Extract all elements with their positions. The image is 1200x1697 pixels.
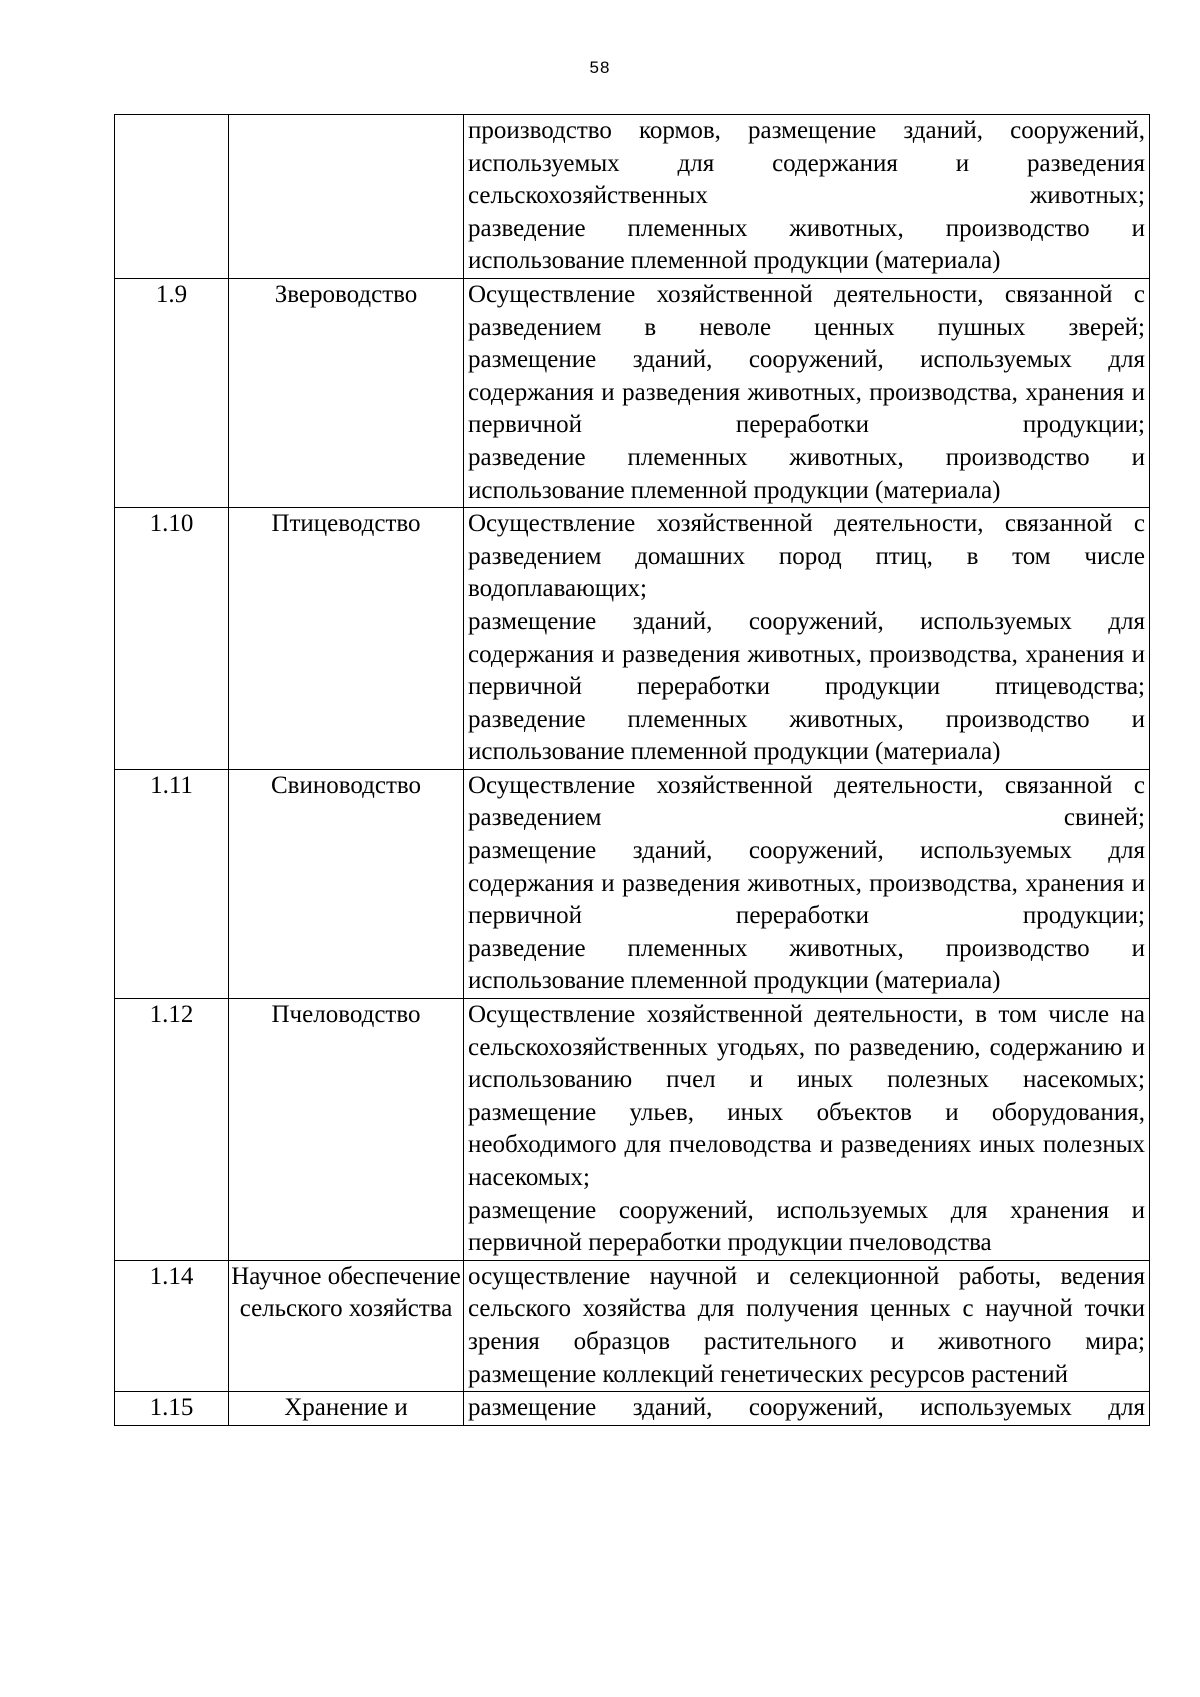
- row-name: Звероводство: [274, 280, 418, 308]
- row-description-cell: [464, 1260, 1150, 1391]
- description-paragraph: Осуществление хозяйственной деятельности, связанной с разведением в неволе ценных пушных зверей;: [468, 280, 1145, 341]
- row-number-cell: [115, 1392, 229, 1426]
- row-name-cell: [229, 1392, 464, 1426]
- row-name-cell: [229, 115, 464, 279]
- description-paragraph: разведение племенных животных, производство и использование племенной продукции (материала): [468, 443, 1145, 504]
- description-paragraph: размещение ульев, иных объектов и оборудования, необходимого для пчеловодства и разведениях иных полезных насекомых;: [468, 1098, 1145, 1191]
- row-number-cell: [115, 769, 229, 998]
- description-paragraph: разведение племенных животных, производство и использование племенной продукции (материала): [468, 934, 1145, 995]
- row-name-cell: [229, 508, 464, 770]
- description-paragraph: производство кормов, размещение зданий, сооружений, используемых для содержания и разведения сельскохозяйственных животных;: [468, 117, 1145, 210]
- description-paragraph: размещение сооружений, используемых для хранения и первичной переработки продукции пчеловодства: [468, 1196, 1145, 1257]
- row-description-cell: [464, 115, 1150, 279]
- description-paragraph: осуществление научной и селекционной работы, ведения сельского хозяйства для получения ценных с научной точки зрения образцов растительного и животного мира;: [468, 1262, 1145, 1355]
- description-paragraph: размещение зданий, сооружений, используемых для содержания и разведения животных, производства, хранения и первичной переработки продукции;: [468, 837, 1145, 930]
- row-number-cell: [115, 278, 229, 507]
- description-paragraph: размещение зданий, сооружений, используемых для: [468, 1394, 1145, 1422]
- table-row: [115, 769, 1150, 998]
- table-row: [115, 115, 1150, 279]
- row-number-cell: [115, 115, 229, 279]
- row-description-cell: [464, 999, 1150, 1261]
- page-number: 58: [589, 58, 611, 77]
- description-paragraph: размещение зданий, сооружений, используемых для содержания и разведения животных, производства, хранения и первичной переработки продукции;: [468, 346, 1145, 439]
- row-name-cell: [229, 999, 464, 1261]
- row-name: Пчеловодство: [271, 1001, 421, 1029]
- table-row: [115, 999, 1150, 1261]
- row-number: 1.9: [155, 280, 188, 308]
- table-row: [115, 1392, 1150, 1426]
- row-description-cell: [464, 1392, 1150, 1426]
- row-description-cell: [464, 508, 1150, 770]
- description-paragraph: Осуществление хозяйственной деятельности, в том числе на сельскохозяйственных угодьях, по разведению, содержанию и использованию пчел и иных полезных насекомых;: [468, 1001, 1145, 1094]
- row-description-cell: [464, 278, 1150, 507]
- row-number: 1.12: [149, 1001, 194, 1029]
- row-name: Хранение и: [284, 1394, 408, 1422]
- description-paragraph: разведение племенных животных, производство и использование племенной продукции (материала): [468, 214, 1145, 275]
- row-name-cell: [229, 278, 464, 507]
- table-row: [115, 278, 1150, 507]
- row-number: 1.11: [150, 771, 193, 799]
- description-paragraph: размещение коллекций генетических ресурсов растений: [468, 1360, 1069, 1388]
- row-name: Свиноводство: [270, 771, 422, 799]
- row-number-cell: [115, 508, 229, 770]
- table-row: [115, 508, 1150, 770]
- row-name-cell: [229, 1260, 464, 1391]
- row-name: Птицеводство: [271, 510, 421, 538]
- row-name-cell: [229, 769, 464, 998]
- description-paragraph: разведение племенных животных, производство и использование племенной продукции (материала): [468, 705, 1145, 766]
- description-paragraph: Осуществление хозяйственной деятельности, связанной с разведением домашних пород птиц, в том числе водоплавающих;: [468, 510, 1145, 603]
- row-number-cell: [115, 999, 229, 1261]
- row-number-cell: [115, 1260, 229, 1391]
- land-use-table: [114, 114, 1150, 1426]
- row-number: 1.15: [149, 1394, 194, 1422]
- table-row: [115, 1260, 1150, 1391]
- table-body: [115, 115, 1150, 1426]
- row-description-cell: [464, 769, 1150, 998]
- row-number: 1.10: [149, 510, 194, 538]
- description-paragraph: Осуществление хозяйственной деятельности, связанной с разведением свиней;: [468, 771, 1145, 832]
- description-paragraph: размещение зданий, сооружений, используемых для содержания и разведения животных, производства, хранения и первичной переработки продукции птицеводства;: [468, 607, 1145, 701]
- row-number: 1.14: [149, 1262, 194, 1290]
- row-name: Научное обеспечение сельского хозяйства: [231, 1262, 461, 1323]
